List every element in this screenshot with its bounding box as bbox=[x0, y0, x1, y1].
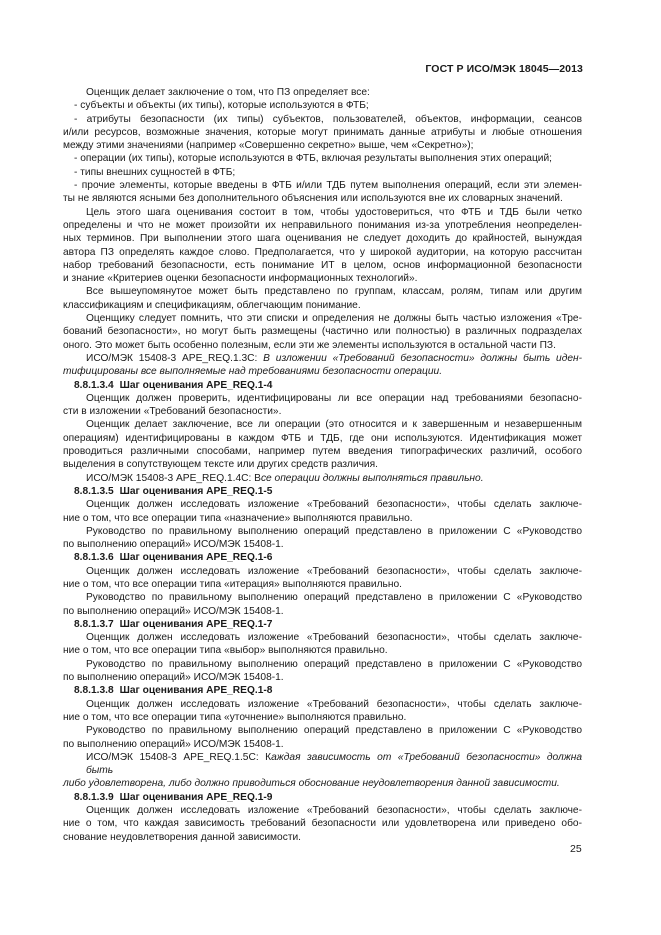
text-line: ние о том, что каждая зависимость требований безопасности или удовлетворена или приведено обо- bbox=[63, 818, 582, 830]
text-line: - типы внешних сущностей в ФТБ; bbox=[74, 166, 236, 178]
section-number: 8.8.1.3.9 bbox=[74, 791, 114, 803]
text-line bbox=[63, 751, 582, 778]
section-title: Шаг оценивания APE_REQ.1-8 bbox=[119, 685, 273, 697]
text-line: бований безопасности», но могут быть размещены (частично или полностью) в различных подразделах bbox=[63, 326, 582, 338]
text-line: Руководство по правильному выполнению операций представлено в приложении С «Руководство bbox=[86, 658, 582, 670]
text-line: - операции (их типы), которые используются в ФТБ, включая результаты выполнения этих операций; bbox=[74, 153, 552, 165]
section-number: 8.8.1.3.4 bbox=[74, 379, 114, 391]
text-line: Оценщик должен исследовать изложение «Требований безопасности», чтобы сделать заключе- bbox=[86, 805, 582, 817]
section-title: Шаг оценивания APE_REQ.1-4 bbox=[119, 379, 273, 391]
text-line: Оценщику следует помнить, что эти списки и определения не должны быть частью изложения «Тре- bbox=[86, 313, 582, 325]
text-line: Руководство по правильному выполнению операций представлено в приложении С «Руководство bbox=[86, 725, 582, 737]
section-heading bbox=[63, 791, 582, 804]
text-line: тифицированы все выполняемые над требованиями безопасности операции. bbox=[63, 366, 443, 378]
text-line bbox=[63, 352, 582, 365]
text-line: оного. Это может быть особенно полезным, если эти же элементы используются в остальной части ПЗ. bbox=[63, 339, 556, 351]
text-line: Оценщик делает заключение о том, что ПЗ определяет все: bbox=[86, 87, 370, 98]
text-line: по выполнению операций» ИСО/МЭК 15408-1. bbox=[63, 672, 284, 684]
text-line: и знание «Критериев оценки безопасности информационных технологий». bbox=[63, 273, 418, 285]
text-line: проводиться различными способами, например путем введения типографических различий, особого bbox=[63, 446, 582, 458]
text-line: Оценщик должен исследовать изложение «Требований безопасности», чтобы сделать заключе- bbox=[86, 698, 582, 710]
text-line: выделения в сопутствующем тексте или других средств различия. bbox=[63, 459, 378, 471]
section-title: Шаг оценивания APE_REQ.1-6 bbox=[119, 552, 273, 564]
section-title: Шаг оценивания APE_REQ.1-5 bbox=[119, 485, 273, 497]
standard-reference: ИСО/МЭК 15408-3 APE_REQ.1.5C: К bbox=[86, 751, 272, 763]
section-heading bbox=[63, 379, 582, 392]
text-line: Руководство по правильному выполнению операций представлено в приложении С «Руководство bbox=[86, 525, 582, 537]
page-header-title: ГОСТ Р ИСО/МЭК 18045—2013 bbox=[425, 63, 583, 75]
text-line bbox=[63, 472, 582, 485]
section-number: 8.8.1.3.6 bbox=[74, 552, 114, 564]
text-line: - субъекты и объекты (их типы), которые используются в ФТБ; bbox=[74, 100, 369, 112]
text-line: ние о том, что все операции типа «итерация» выполняются правильно. bbox=[63, 578, 402, 590]
text-line: операциям) идентифицированы в каждом ФТБ и ТДБ, где они используются. Идентификация может bbox=[63, 432, 582, 444]
document-body bbox=[63, 86, 582, 844]
text-line: ных терминов. При выполнении этого шага оценивания не следует доходить до крайностей, вынуждая bbox=[63, 233, 582, 245]
text-line: - атрибуты безопасности (их типы) субъектов, пользователей, объектов, информации, сеансов bbox=[74, 113, 582, 125]
text-line: между этими значениями (например «Совершенно секретно» выше, чем «Секретно»); bbox=[63, 140, 474, 152]
text-line: и/или ресурсов, возможные значения, которые могут принимать данные атрибуты и любые отношения bbox=[63, 126, 582, 138]
requirement-text: се операции должны выполняться правильно. bbox=[260, 472, 484, 484]
text-line: определены и что не может произойти их неправильного понимания из-за употребления неопределен- bbox=[63, 219, 582, 231]
text-line: Оценщик делает заключение, все ли операции (это относится и к завершенным и незавершенным bbox=[86, 419, 582, 431]
page-number: 25 bbox=[570, 843, 582, 855]
text-line: по выполнению операций» ИСО/МЭК 15408-1. bbox=[63, 738, 284, 750]
text-line: сти в изложении «Требований безопасности». bbox=[63, 406, 282, 418]
requirement-text: аждая зависимость от «Требований безопасности» должна быть bbox=[86, 751, 583, 777]
text-line: Все вышеупомянутое может быть представлено по группам, классам, ролям, типам или другим bbox=[86, 286, 582, 298]
section-number: 8.8.1.3.7 bbox=[74, 618, 114, 630]
section-number: 8.8.1.3.8 bbox=[74, 685, 114, 697]
section-heading bbox=[63, 684, 582, 697]
text-line: Цель этого шага оценивания состоит в том, чтобы удостовериться, что ФТБ и ТДБ были четко bbox=[86, 206, 582, 218]
section-number: 8.8.1.3.5 bbox=[74, 485, 114, 497]
text-line: Оценщик должен исследовать изложение «Требований безопасности», чтобы сделать заключе- bbox=[86, 565, 582, 577]
section-heading bbox=[63, 618, 582, 631]
text-line: либо удовлетворена, либо должно приводиться обоснование неудовлетворения данной зависимости. bbox=[63, 778, 560, 790]
section-heading bbox=[63, 551, 582, 564]
text-line: Руководство по правильному выполнению операций представлено в приложении С «Руководство bbox=[86, 592, 582, 604]
text-line: классификациям и спецификациям, облегчающим понимание. bbox=[63, 299, 361, 311]
standard-reference: ИСО/МЭК 15408-3 APE_REQ.1.4C: В bbox=[86, 472, 261, 484]
text-line: Оценщик должен проверить, идентифицированы ли все операции над требованиями безопасно- bbox=[86, 392, 582, 404]
text-line: снование неудовлетворения данной зависимости. bbox=[63, 831, 302, 843]
text-line: ние о том, что все операции типа «назначение» выполняются правильно. bbox=[63, 512, 413, 524]
text-line: ние о том, что все операции типа «уточнение» выполняются правильно. bbox=[63, 711, 407, 723]
text-line: набор требований безопасности, есть понимание ИТ в целом, основ информационной безопасности bbox=[63, 259, 582, 271]
text-line: по выполнению операций» ИСО/МЭК 15408-1. bbox=[63, 539, 284, 551]
standard-reference: ИСО/МЭК 15408-3 APE_REQ.1.3C: bbox=[86, 352, 264, 364]
section-heading bbox=[63, 485, 582, 498]
text-line: автора ПЗ определять каждое слово. Предполагается, что у широкой аудитории, на которую рассчитан bbox=[63, 246, 582, 258]
text-line: Оценщик должен исследовать изложение «Требований безопасности», чтобы сделать заключе- bbox=[86, 632, 582, 644]
text-line: Оценщик должен исследовать изложение «Требований безопасности», чтобы сделать заключе- bbox=[86, 499, 582, 511]
section-title: Шаг оценивания APE_REQ.1-9 bbox=[119, 791, 273, 803]
requirement-text: В изложении «Требований безопасности» должны быть иден- bbox=[263, 352, 582, 364]
text-line: - прочие элементы, которые введены в ФТБ и/или ТДБ путем выполнения операций, если эти элемен- bbox=[74, 180, 582, 192]
section-title: Шаг оценивания APE_REQ.1-7 bbox=[119, 618, 273, 630]
text-line: ты не являются ясными без дополнительного объяснения или используются вне их словарных значений. bbox=[63, 193, 563, 205]
text-line: ние о том, что все операции типа «выбор» выполняются правильно. bbox=[63, 645, 388, 657]
text-line: по выполнению операций» ИСО/МЭК 15408-1. bbox=[63, 605, 284, 617]
